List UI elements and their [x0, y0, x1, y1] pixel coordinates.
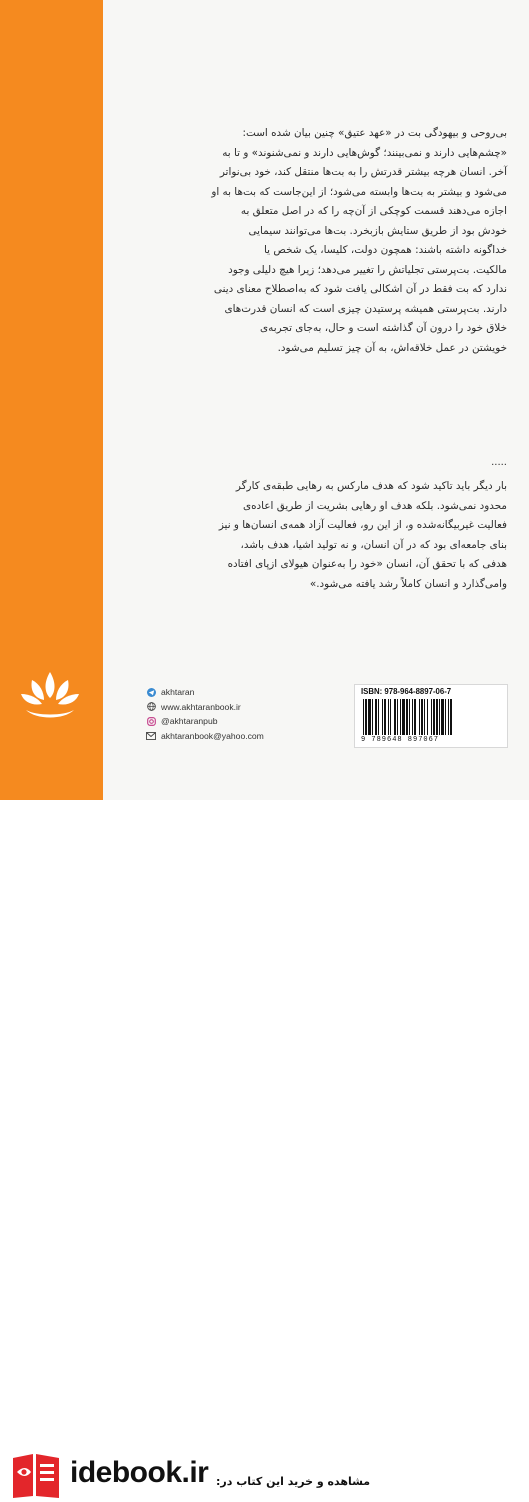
contact-telegram[interactable] [146, 685, 336, 700]
text-line: خلاق خود را درون آن گذاشته است و حال، به‌جای تجربه‌ی [260, 322, 507, 334]
text-line: بی‌روحی و بیهودگی بت در «عهد عتیق» چنین بیان شده است: [242, 127, 507, 139]
telegram-icon [146, 687, 156, 697]
text-paragraph-2 [117, 477, 507, 594]
publisher-logo [18, 668, 82, 726]
globe-icon [146, 702, 156, 712]
text-line: آخر. انسان هرچه بیشتر قدرتش را به بت‌ها منتقل کند، خود بی‌نواتر [219, 166, 507, 178]
text-line: می‌شود و بیشتر به بت‌ها وابسته می‌شود؛ از این‌جاست که بت‌ها به او [211, 185, 507, 198]
text-line: فعالیت غیربیگانه‌شده و، از این رو، فعالیت آزاد همه‌ی انسان‌ها و نیز [218, 519, 507, 531]
text-line: مالکیت. بت‌پرستی تجلیاتش را تغییر می‌دهد؛ زیرا هیچ دلیلی وجود [228, 263, 507, 276]
text-line: وامی‌گذارد و انسان کاملاً رشد یافته می‌شود.» [309, 577, 507, 590]
text-paragraph-1 [117, 124, 507, 358]
instagram-handle: @akhtaranpub [161, 716, 218, 727]
text-line: «چشم‌هایی دارند و نمی‌بینند؛ گوش‌هایی دارند و نمی‌شنوند» و تا به [222, 146, 507, 159]
text-line: بنای جامعه‌ای بود که در آن انسان، و نه تولید اشیا، هدف باشد، [240, 538, 507, 551]
contact-website[interactable] [146, 700, 336, 715]
text-line: خودش بود از طریق ستایش بازبخرد. بت‌ها می‌توانند سیمایی [248, 224, 507, 237]
watermark-site-name: idebook.ir [70, 1456, 209, 1489]
text-line: بار دیگر باید تاکید شود که هدف مارکس به رهایی طبقه‌ی کارگر [235, 480, 507, 492]
website-url: www.akhtaranbook.ir [161, 701, 241, 712]
section-separator: ..... [491, 457, 507, 468]
isbn-text: ISBN: 978-964-8897-06-7 [361, 687, 452, 696]
text-line: هدفی که با تحقق آن، انسان «خود را به‌عنوان هیولای ازپای افتاده [227, 558, 507, 570]
watermark-banner[interactable] [0, 722, 529, 1489]
text-line: ندارد که بت فقط در آن اشکالی یافت شود که به‌اصطلاح معنای دینی [213, 283, 507, 295]
email-address: akhtaranbook@yahoo.com [161, 730, 264, 741]
barcode-number: 9 789648 897067 [361, 736, 440, 744]
book-logo-icon [9, 1450, 65, 1502]
text-line: خویشتن در عمل خلاقه‌اش، به آن چیز تسلیم می‌شود. [277, 341, 507, 354]
text-line: اجازه می‌دهند قسمت کوچکی از آن‌چه را که در اصل متعلق به [240, 205, 507, 217]
telegram-handle: akhtaran [161, 687, 195, 698]
text-line: خداگونه داشته باشند: همچون دولت، کلیسا، یک شخص یا [263, 244, 507, 256]
text-line: محدود نمی‌شود. بلکه هدف او رهایی بشریت از طریق اعاده‌ی [242, 499, 507, 512]
watermark-caption: مشاهده و خرید این کتاب در: [216, 1475, 371, 1488]
text-line: دارند. بت‌پرستی همیشه پرستیدن چیزی است که انسان قدرت‌های [224, 302, 507, 315]
